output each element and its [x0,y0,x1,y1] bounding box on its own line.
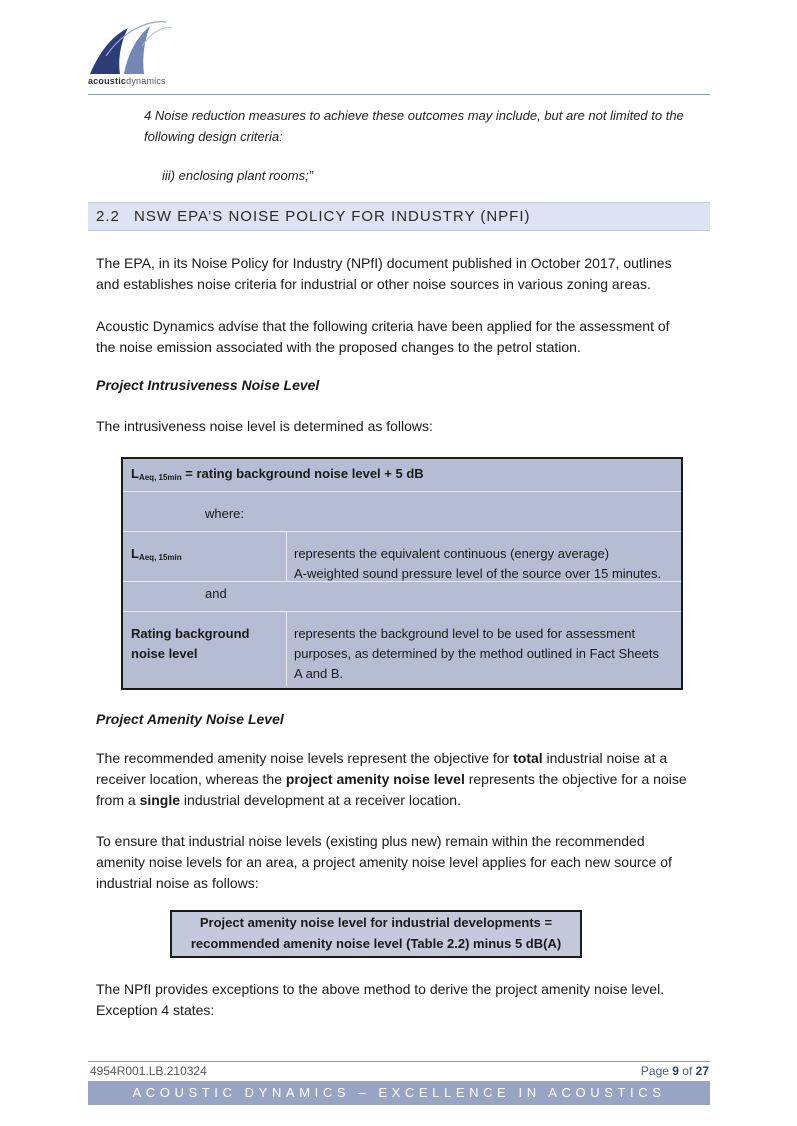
subheading-intrusiveness: Project Intrusiveness Noise Level [96,377,320,393]
box-divider [286,611,287,686]
company-logo [84,16,179,90]
section-number: 2.2 [96,208,120,225]
box-divider [123,531,681,532]
subheading-amenity: Project Amenity Noise Level [96,711,284,727]
and-label: and [205,586,227,601]
paragraph-line: The NPfI provides exceptions to the above method to derive the project amenity noise level. [96,981,665,997]
paragraph-line: the noise emission associated with the proposed changes to the petrol station. [96,339,581,355]
term-laeq-definition: represents the equivalent continuous (energy average) [294,546,610,561]
document-reference: 4954R001.LB.210324 [90,1064,207,1078]
header-divider [88,94,710,95]
box-divider [286,531,287,581]
logo-wordmark: acousticdynamics [88,76,166,86]
quote-item: iii) enclosing plant rooms;” [162,168,314,183]
section-title: NSW EPA’S NOISE POLICY FOR INDUSTRY (NPFI) [134,208,531,225]
quote-line: 4 Noise reduction measures to achieve these outcomes may include, but are not limited to the [144,108,684,123]
footer-tagline: ACOUSTIC DYNAMICS – EXCELLENCE IN ACOUSTICS [88,1081,710,1105]
box-divider [123,581,681,582]
section-heading [88,202,710,231]
term-rbl-definition: purposes, as determined by the method outlined in Fact Sheets [294,646,659,661]
intrusiveness-formula: $L_{Aeq, 15min}$ = rating background noise level + 5 dB [131,466,424,482]
paragraph-line: The recommended amenity noise levels represent the objective for total industrial noise at a [96,750,668,766]
paragraph-line: industrial noise as follows: [96,875,259,891]
term-rbl: noise level [131,646,198,661]
logo-wave-icon [84,16,179,78]
paragraph-line: Acoustic Dynamics advise that the following criteria have been applied for the assessment of [96,318,670,334]
page-number: Page 9 of 27 [640,1064,709,1078]
term-laeq: $L_{Aeq, 15min}$ [131,546,182,562]
definition-box [121,457,683,690]
box-divider [123,491,681,492]
term-rbl-definition: A and B. [294,666,344,681]
paragraph-line: and establishes noise criteria for industrial or other noise sources in various zoning areas. [96,276,651,292]
amenity-formula-box [170,910,582,958]
paragraph-line: receiver location, whereas the project amenity noise level represents the objective for a noise [96,771,687,787]
term-laeq-definition: A-weighted sound pressure level of the source over 15 minutes. [294,566,662,581]
where-label: where: [205,506,245,521]
paragraph-line: To ensure that industrial noise levels (existing plus new) remain within the recommended [96,833,645,849]
paragraph-line: Exception 4 states: [96,1002,215,1018]
formula-line: Project amenity noise level for industrial developments = [199,915,553,930]
paragraph-line: amenity noise levels for an area, a project amenity noise level applies for each new source of [96,854,672,870]
term-rbl-definition: represents the background level to be used for assessment [294,626,636,641]
formula-line: recommended amenity noise level (Table 2.2) minus 5 dB(A) [190,936,562,951]
box-divider [123,611,681,612]
term-rbl: Rating background [131,626,250,641]
paragraph-line: The EPA, in its Noise Policy for Industry (NPfI) document published in October 2017, outlines [96,255,672,271]
paragraph-line: The intrusiveness noise level is determined as follows: [96,418,433,434]
paragraph-line: from a single industrial development at a receiver location. [96,792,461,808]
footer-divider [88,1061,710,1062]
quote-line: following design criteria: [144,129,283,144]
